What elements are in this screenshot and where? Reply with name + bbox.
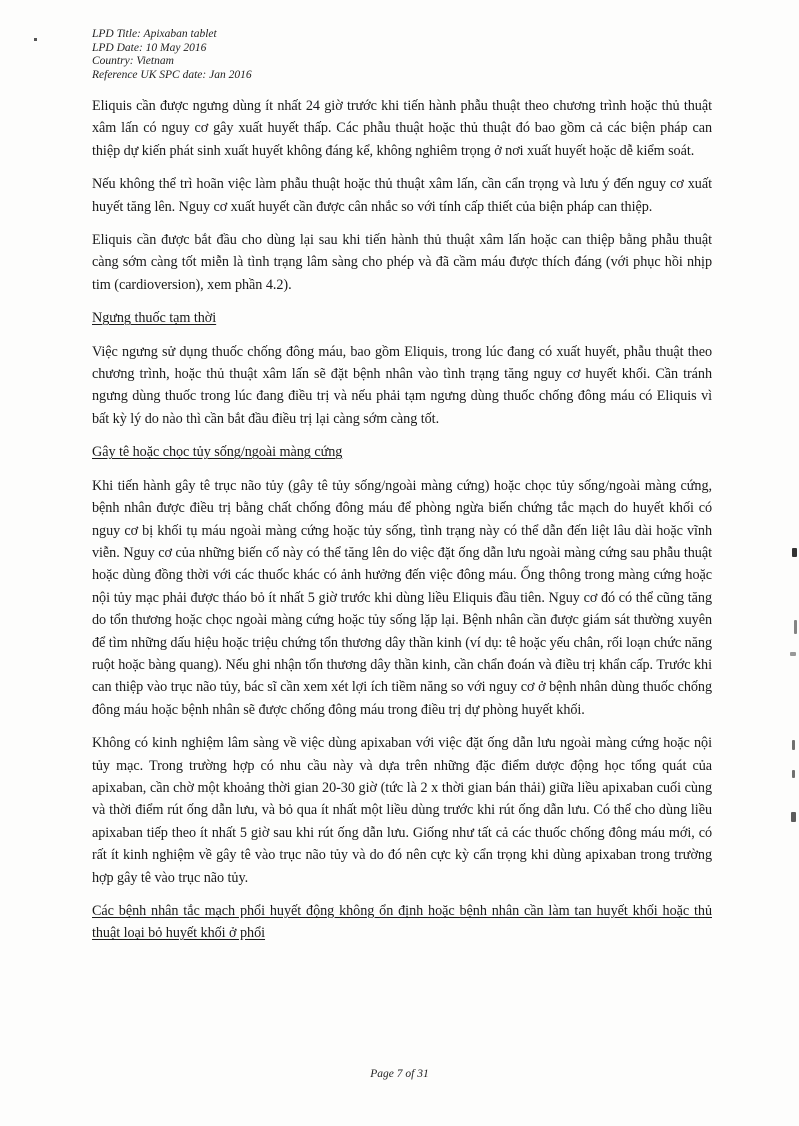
header-lpd-title: LPD Title: Apixaban tablet (92, 28, 217, 40)
paragraph: Khi tiến hành gây tê trục não tủy (gây tê tủy sống/ngoài màng cứng) hoặc chọc tủy sống/ngoài màng cứng, bệnh nhân được điều trị bằng chất chống đông máu để phòng ngừa biến chứng tắc mạch do huyết khối có nguy cơ bị khối tụ máu ngoài màng cứng hoặc tủy sống, tình trạng này có thể dẫn đến liệt lâu dài hoặc vĩnh viễn. Nguy cơ của những biến cố này có thể tăng lên do việc đặt ống dẫn lưu ngoài màng cứng sau phẫu thuật hoặc dùng đồng thời với các thuốc khác có ảnh hưởng đến việc đông máu. Ống thông trong màng cứng hoặc nội tủy mạc phải được tháo bỏ ít nhất 5 giờ trước khi dùng liều Eliquis đầu tiên. Nguy cơ đó có thể cũng tăng do tổn thương hoặc chọc ngoài màng cứng hoặc tủy sống lặp lại. Bệnh nhân cần được giám sát thường xuyên để tìm những dấu hiệu hoặc triệu chứng tổn thương dây thần kinh (ví dụ: tê hoặc yếu chân, rối loạn chức năng ruột hoặc bàng quang). Nếu ghi nhận tổn thương dây thần kinh, cần chẩn đoán và điều trị khẩn cấp. Trước khi can thiệp vào trục não tủy, bác sĩ cần xem xét lợi ích tiềm năng so với nguy cơ ở bệnh nhân dùng thuốc chống đông máu hoặc bệnh nhân sẽ được chống đông máu trong điều trị dự phòng huyết khối. (92, 477, 712, 718)
scan-mark (790, 652, 796, 656)
section-heading: Các bệnh nhân tắc mạch phổi huyết động không ổn định hoặc bệnh nhân cần làm tan huyết khối hoặc thủ thuật loại bỏ huyết khối ở phổi (92, 903, 712, 942)
scan-mark (792, 548, 797, 557)
header-lpd-date: LPD Date: 10 May 2016 (92, 41, 207, 54)
paragraph: Việc ngưng sử dụng thuốc chống đông máu, bao gồm Eliquis, trong lúc đang có xuất huyết, phẫu thuật theo chương trình, hoặc thủ thuật xâm lấn sẽ đặt bệnh nhân vào tình trạng tăng nguy cơ huyết khối. Cần tránh ngưng dùng thuốc trong lúc đang điều trị và nếu phải tạm ngưng dùng thuốc chống đông máu có Eliquis vì bất kỳ lý do nào thì cần bắt đầu điều trị lại càng sớm càng tốt. (92, 343, 712, 427)
scan-mark (791, 812, 796, 822)
scan-mark (792, 770, 795, 778)
paragraph: Nếu không thể trì hoãn việc làm phẫu thuật hoặc thủ thuật xâm lấn, cần cẩn trọng và lưu ý đến nguy cơ xuất huyết tăng lên. Nguy cơ xuất huyết cần được cân nhắc so với tính cấp thiết của biện pháp can thiệp. (92, 176, 712, 215)
section-heading: Gây tê hoặc chọc tủy sống/ngoài màng cứng (92, 444, 343, 461)
scan-mark (794, 620, 797, 634)
scan-mark (792, 740, 795, 750)
document-header (92, 28, 252, 82)
section-heading: Ngưng thuốc tạm thời (92, 310, 217, 327)
paragraph: Eliquis cần được bắt đầu cho dùng lại sau khi tiến hành thủ thuật xâm lấn hoặc can thiệp bằng phẫu thuật càng sớm càng tốt miễn là tình trạng lâm sàng cho phép và đã cầm máu được thích đáng (với phục hồi nhịp tim (cardioversion), xem phần 4.2). (92, 232, 712, 293)
page-number: Page 7 of 31 (370, 1068, 429, 1080)
header-reference-date: Reference UK SPC date: Jan 2016 (92, 68, 252, 81)
paragraph: Eliquis cần được ngưng dùng ít nhất 24 giờ trước khi tiến hành phẫu thuật theo chương trình hoặc thủ thuật xâm lấn có nguy cơ gây xuất huyết thấp. Các phẫu thuật hoặc thủ thuật đó bao gồm cả các biện pháp can thiệp dự kiến phát sinh xuất huyết không đáng kể, không nghiêm trọng ở nơi xuất huyết hoặc dễ kiểm soát. (92, 98, 712, 159)
paragraph: Không có kinh nghiệm lâm sàng về việc dùng apixaban với việc đặt ống dẫn lưu ngoài màng cứng hoặc nội tủy mạc. Trong trường hợp có nhu cầu này và dựa trên những đặc điểm dược động học tổng quát của apixaban, cần chờ một khoảng thời gian 20-30 giờ (tức là 2 x thời gian bán thải) giữa liều apixaban cuối cùng và thời điểm rút ống dẫn lưu, và bỏ qua ít nhất một liều dùng trước khi rút ống dẫn lưu. Có thể cho dùng liều apixaban tiếp theo ít nhất 5 giờ sau khi rút ống dẫn lưu. Giống như tất cả các thuốc chống đông máu mới, có rất ít kinh nghiệm về gây tê vào trục não tủy và do đó nên cực kỳ cẩn trọng khi dùng apixaban trong trường hợp gây tê vào trục não tủy. (92, 735, 712, 886)
scan-speck (34, 38, 37, 41)
document-body (92, 95, 712, 956)
header-country: Country: Vietnam (92, 55, 174, 67)
